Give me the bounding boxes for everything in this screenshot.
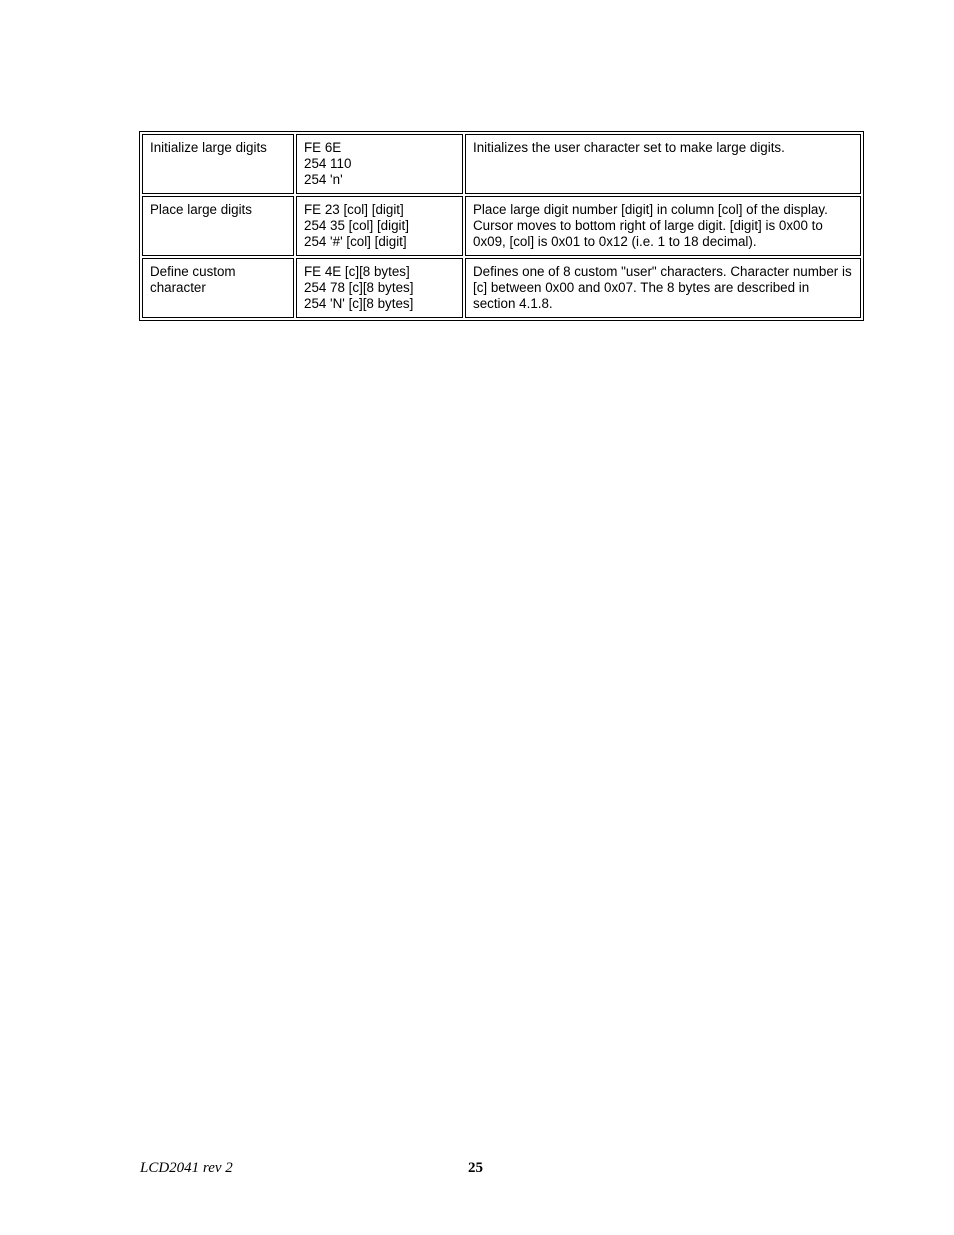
command-description-cell (465, 258, 861, 318)
command-code-hex: FE 6E (304, 140, 342, 155)
command-codes-cell (296, 134, 463, 194)
command-description-cell (465, 196, 861, 256)
command-description: Initializes the user character set to make large digits. (473, 140, 785, 155)
command-description-cell (465, 134, 861, 194)
command-description: Defines one of 8 custom "user" characters. Character number is [c] between 0x00 and 0x07. The 8 bytes are described in section 4.1.8. (473, 264, 852, 311)
command-code-decimal: 254 35 [col] [digit] (304, 218, 409, 233)
command-codes-cell (296, 196, 463, 256)
command-code-hex: FE 4E [c][8 bytes] (304, 264, 410, 279)
command-codes-cell (296, 258, 463, 318)
command-description: Place large digit number [digit] in column [col] of the display. Cursor moves to bottom right of large digit. [digit] is 0x00 to 0x09, [col] is 0x01 to 0x12 (i.e. 1 to 18 decimal). (473, 202, 828, 249)
command-code-ascii: 254 'n' (304, 172, 343, 187)
command-name: Define custom character (150, 264, 236, 295)
command-code-decimal: 254 78 [c][8 bytes] (304, 280, 414, 295)
command-name-cell (142, 258, 294, 318)
command-name: Initialize large digits (150, 140, 267, 155)
command-code-ascii: 254 '#' [col] [digit] (304, 234, 407, 249)
table-row (142, 196, 861, 256)
command-name-cell (142, 196, 294, 256)
command-code-hex: FE 23 [col] [digit] (304, 202, 404, 217)
command-table (139, 131, 864, 321)
table-row (142, 258, 861, 318)
command-code-ascii: 254 'N' [c][8 bytes] (304, 296, 414, 311)
footer-doc-id: LCD2041 rev 2 (140, 1160, 233, 1176)
command-code-decimal: 254 110 (304, 156, 352, 171)
footer-page-number: 25 (468, 1160, 483, 1176)
command-name: Place large digits (150, 202, 252, 217)
table-row (142, 134, 861, 194)
command-name-cell (142, 134, 294, 194)
